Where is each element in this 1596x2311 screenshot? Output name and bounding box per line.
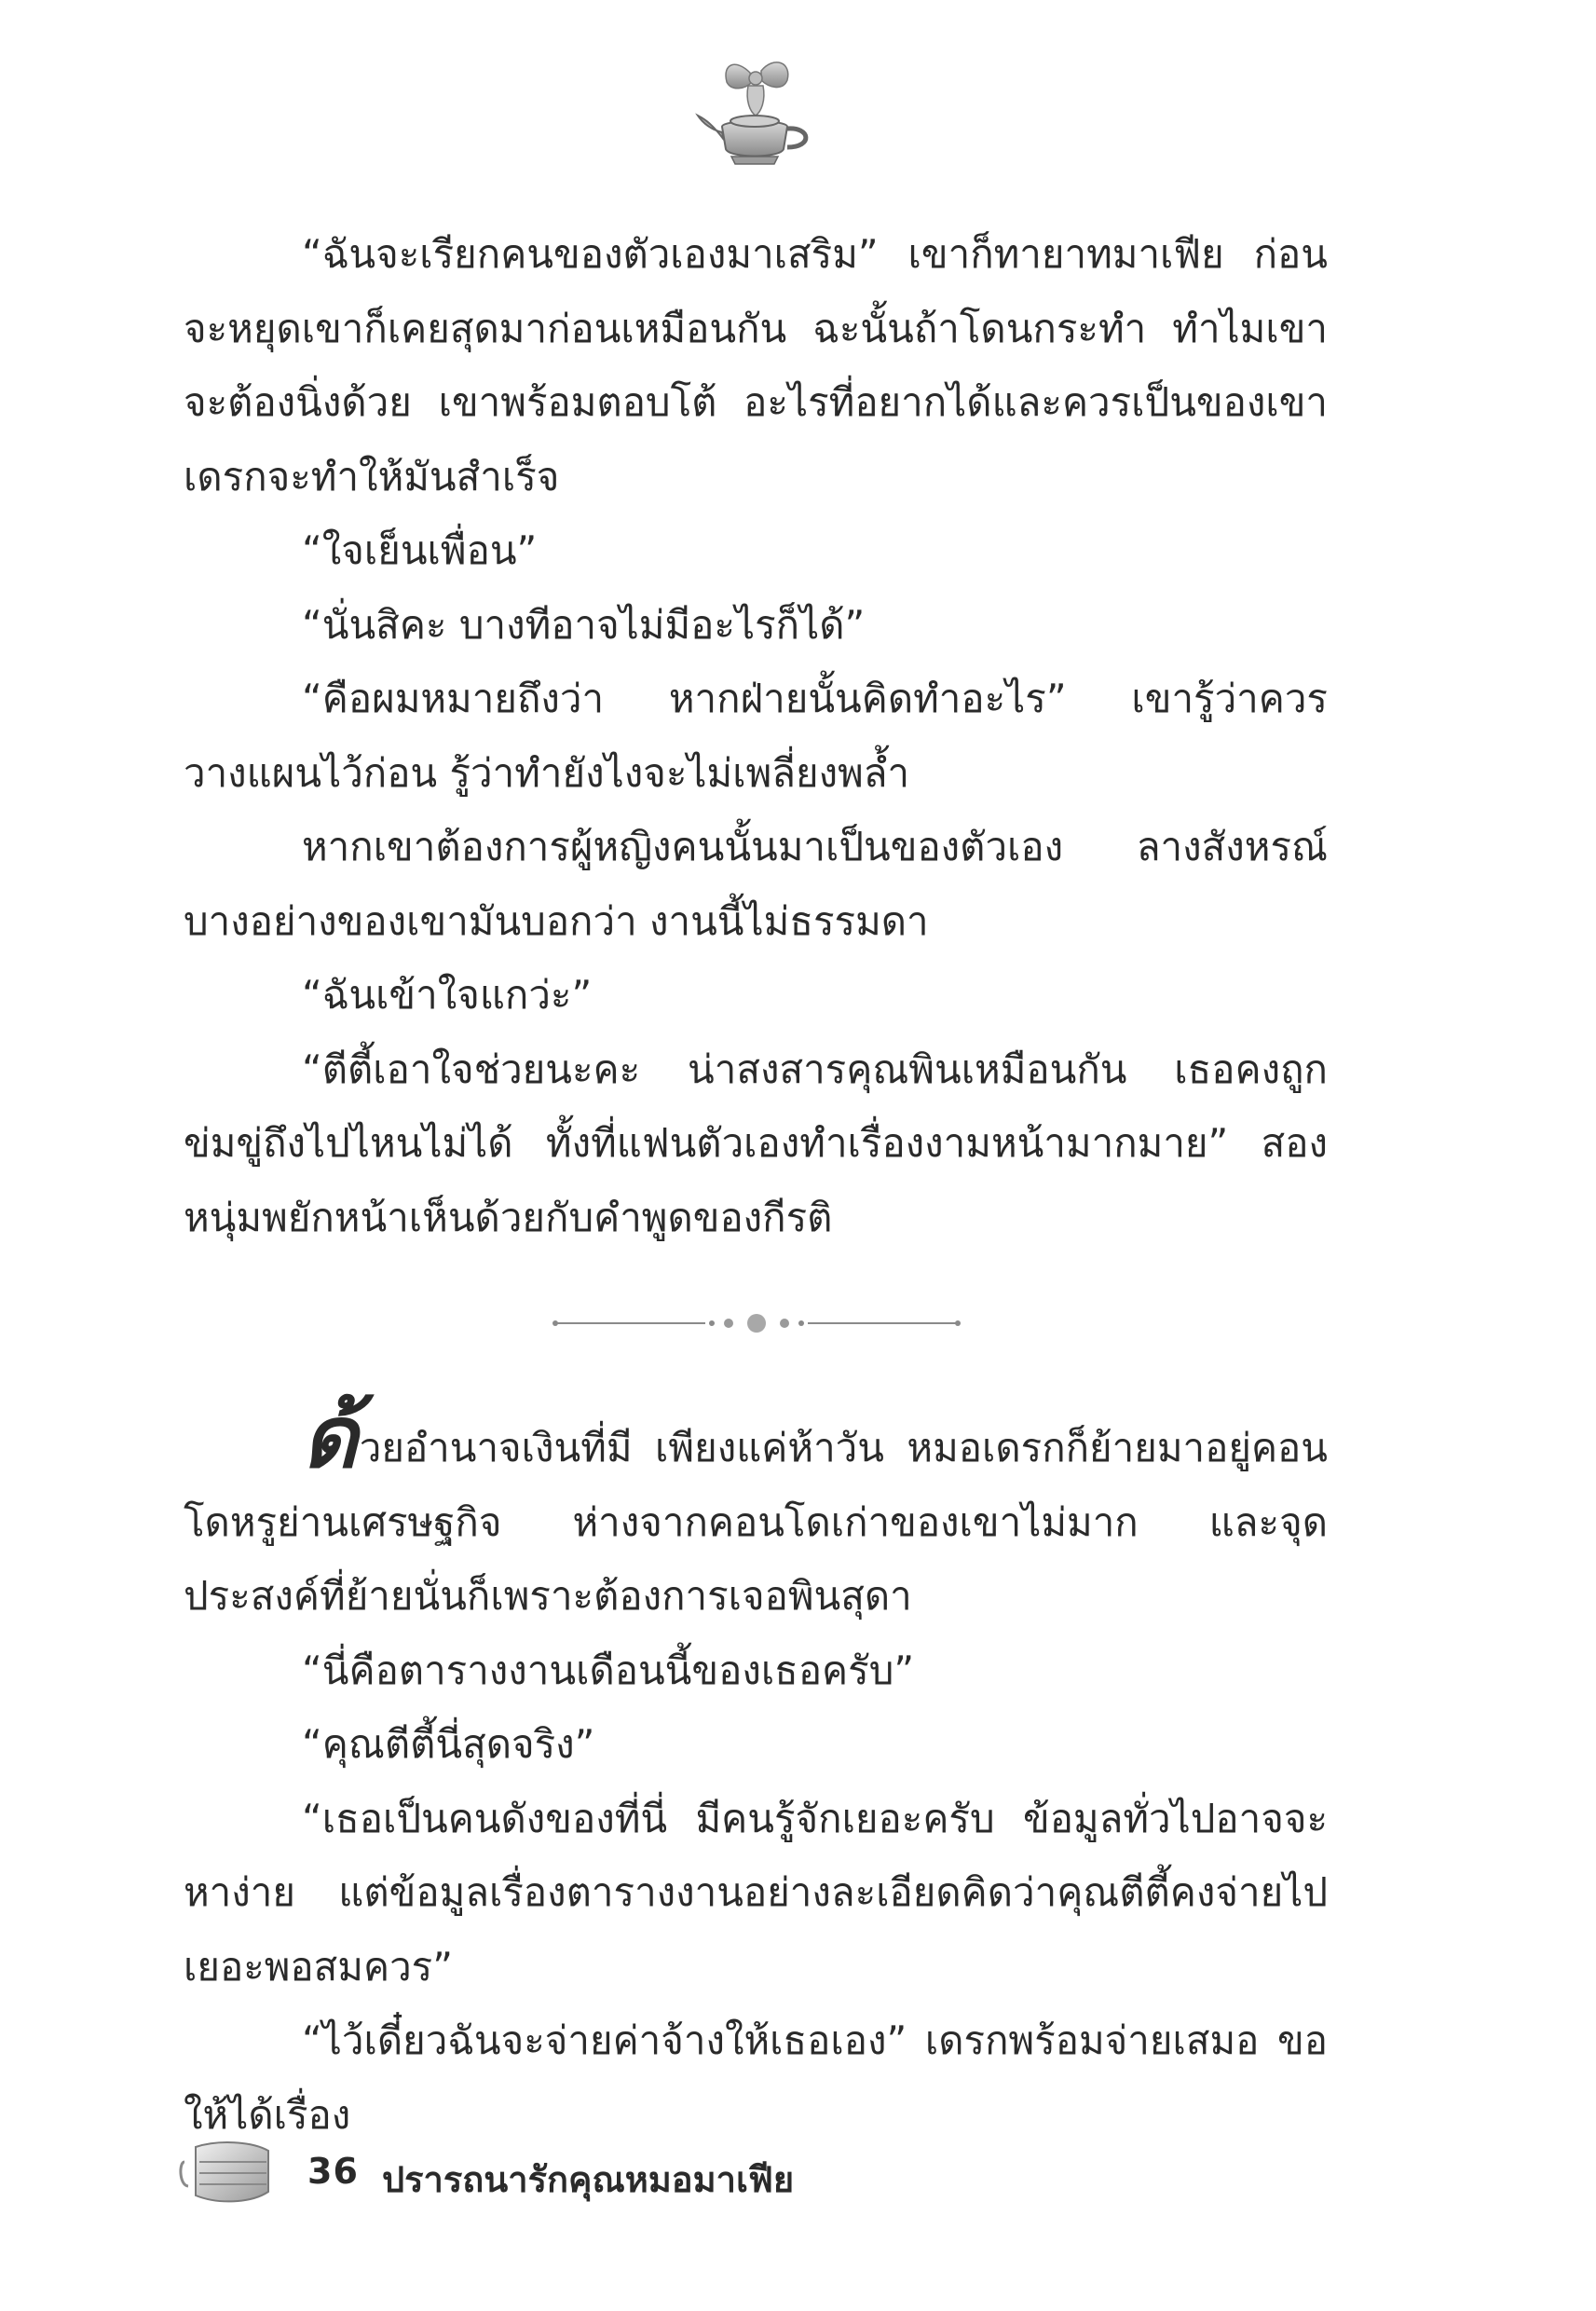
paragraph: “เธอเป็นคนดังของที่นี่ มีคนรู้จักเยอะครับ ข้อมูลทั่วไปอาจจะหาง่าย แต่ข้อมูลเรื่องตารางงานอย่างละเอียดคิดว่าคุณตีตี้คงจ่ายไปเยอะพอสมควร”: [184, 1795, 1328, 1990]
paragraph: “นี่คือตารางงานเดือนนี้ของเธอครับ”: [302, 1647, 915, 1693]
face-mask-icon: [177, 2134, 275, 2208]
opening-paragraph-text: วยอำนาจเงินที่มี เพียงแค่ห้าวัน หมอเดรกก็ย้ายมาอยู่คอนโดหรูย่านเศรษฐกิจ ห่างจากคอนโดเก่าของเขาไม่มาก และจุดประสงค์ที่ย้ายนั่นก็เพราะต้องการเจอพินสุดา: [184, 1425, 1328, 1619]
opening-paragraph: [184, 1388, 1328, 1634]
paragraph: “คุณตีตี้นี่สุดจริง”: [302, 1721, 595, 1767]
paragraph: “ฉันเข้าใจแกว่ะ”: [302, 972, 593, 1018]
paragraph: “คือผมหมายถึงว่า หากฝ่ายนั้นคิดทำอะไร” เขารู้ว่าควรวางแผนไว้ก่อน รู้ว่าทำยังไงจะไม่เพลี่ยงพล้ำ: [184, 676, 1328, 796]
page-number: 36: [307, 2151, 359, 2192]
paragraph: “ใจเย็นเพื่อน”: [302, 527, 538, 573]
page-footer: [177, 2134, 1016, 2218]
angel-teapot-ornament-icon: [694, 54, 820, 175]
section-1-text: [184, 217, 1328, 1254]
paragraph: หากเขาต้องการผู้หญิงคนนั้นมาเป็นของตัวเอง ลางสังหรณ์บางอย่างของเขามันบอกว่า งานนี้ไม่ธรรมดา: [184, 824, 1328, 944]
drop-cap: ด้: [302, 1388, 358, 1487]
paragraph: “ไว้เดี๋ยวฉันจะจ่ายค่าจ้างให้เธอเอง” เดรกพร้อมจ่ายเสมอ ขอให้ได้เรื่อง: [184, 2017, 1328, 2138]
paragraph: “ตีตี้เอาใจช่วยนะคะ น่าสงสารคุณพินเหมือนกัน เธอคงถูกข่มขู่ถึงไปไหนไม่ได้ ทั้งที่แฟนตัวเองทำเรื่องงามหน้ามากมาย” สองหนุ่มพยักหน้าเห็นด้วยกับคำพูดของกีรติ: [184, 1046, 1328, 1240]
paragraph: “ฉันจะเรียกคนของตัวเองมาเสริม” เขาก็ทายาทมาเฟีย ก่อนจะหยุดเขาก็เคยสุดมาก่อนเหมือนกัน ฉะนั้นถ้าโดนกระทำ ทำไมเขาจะต้องนิ่งด้วย เขาพร้อมตอบโต้ อะไรที่อยากได้และควรเป็นของเขาเดรกจะทำให้มันสำเร็จ: [184, 231, 1328, 499]
book-title: ปรารถนารักคุณหมอมาเฟีย: [382, 2159, 795, 2200]
ornamental-divider-icon: [552, 1309, 962, 1337]
paragraph: “นั่นสิคะ บางทีอาจไม่มีอะไรก็ได้”: [302, 601, 866, 648]
section-2-text: [184, 1388, 1328, 2152]
